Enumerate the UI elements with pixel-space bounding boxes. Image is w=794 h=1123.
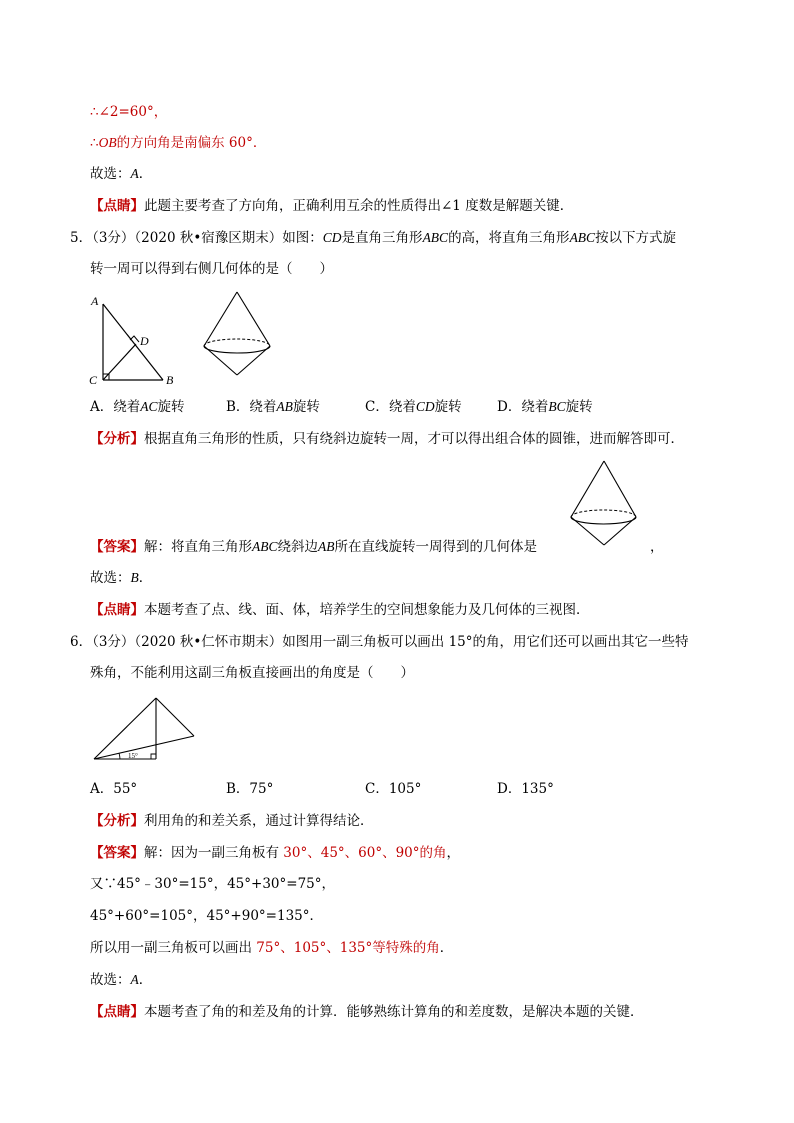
q6-option-c[interactable]: C．105° [365, 781, 422, 797]
q5-option-a[interactable]: A．绕着AC旋转 [90, 399, 185, 415]
fenxi-tag: 【分析】 [90, 431, 144, 447]
dianjing-tag: 【点睛】 [90, 198, 144, 214]
dianjing-1: 【点睛】此题主要考查了方向角，正确利用互余的性质得出∠1 度数是解题关键． [90, 198, 574, 214]
q5-option-c[interactable]: C．绕着CD旋转 [365, 399, 462, 415]
q6-stem-line2: 殊角，不能利用这副三角板直接画出的角度是（ ） [90, 665, 414, 681]
q5-analysis: 【分析】根据直角三角形的性质，只有绕斜边旋转一周，才可以得出组合体的圆锥，进而解答即可． [90, 431, 684, 447]
q5-answer-cone-figure [569, 459, 639, 547]
q6-calc-1: 又∵45°﹣30°=15°，45°+30°=75°， [90, 876, 336, 892]
q5-stem-line2: 转一周可以得到右侧几何体的是（ ） [90, 261, 333, 277]
q6-answer: 【答案】解：因为一副三角板有 30°、45°、60°、90°的角， [90, 845, 461, 861]
right-angle-mark-d [130, 336, 139, 342]
q5-stem-line1: 5．（3分）（2020 秋•宿豫区期末）如图：CD是直角三角形ABC的高，将直角三角形ABC按以下方式旋 [70, 230, 677, 246]
q6-stem-line1: 6．（3分）（2020 秋•仁怀市期末）如图用一副三角板可以画出 15°的角，用它们还可以画出其它一些特 [70, 634, 689, 650]
q5-double-cone-figure [200, 290, 274, 378]
label-a: A [91, 294, 99, 308]
q6-choice-a: 故选：A． [90, 972, 153, 988]
altitude-cd [103, 344, 136, 380]
q5-option-b[interactable]: B．绕着AB旋转 [226, 399, 320, 415]
dianjing-tag: 【点睛】 [90, 602, 144, 618]
q6-set-square-figure [90, 696, 200, 766]
q5-option-d[interactable]: D．绕着BC旋转 [497, 399, 593, 415]
q5-dianjing: 【点睛】本题考查了点、线、面、体，培养学生的空间想象能力及几何体的三视图． [90, 602, 590, 618]
q6-conclusion: 所以用一副三角板可以画出 75°、105°、135°等特殊的角． [90, 940, 454, 956]
label-d: D [140, 334, 149, 348]
q6-analysis: 【分析】利用角的和差关系，通过计算得结论． [90, 813, 374, 829]
daan-tag: 【答案】 [90, 845, 144, 861]
line-choice-a: 故选：A． [90, 166, 153, 182]
daan-tag: 【答案】 [90, 539, 144, 555]
label-c: C [89, 373, 98, 387]
side-ab [103, 304, 163, 380]
dianjing-tag: 【点睛】 [90, 1004, 144, 1020]
q5-choice-b: 故选：B． [90, 570, 153, 586]
angle-15-label: 15° [128, 752, 138, 760]
line-ob-direction: ∴OB的方向角是南偏东 60°． [90, 135, 267, 151]
q6-calc-2: 45°+60°=105°，45°+90°=135°． [90, 908, 323, 924]
line-angle2: ∴∠2=60°， [90, 104, 168, 120]
q5-triangle-figure [85, 292, 185, 392]
q6-option-b[interactable]: B．75° [226, 781, 274, 797]
fenxi-tag: 【分析】 [90, 813, 144, 829]
q6-option-d[interactable]: D．135° [497, 781, 554, 797]
q6-dianjing: 【点睛】本题考查了角的和差及角的计算．能够熟练计算角的和差度数，是解决本题的关键． [90, 1004, 644, 1020]
q5-answer-comma: ， [650, 539, 664, 555]
label-b: B [166, 373, 174, 387]
q6-option-a[interactable]: A．55° [90, 781, 138, 797]
q5-answer: 【答案】解：将直角三角形ABC绕斜边AB所在直线旋转一周得到的几何体是 [90, 539, 537, 555]
